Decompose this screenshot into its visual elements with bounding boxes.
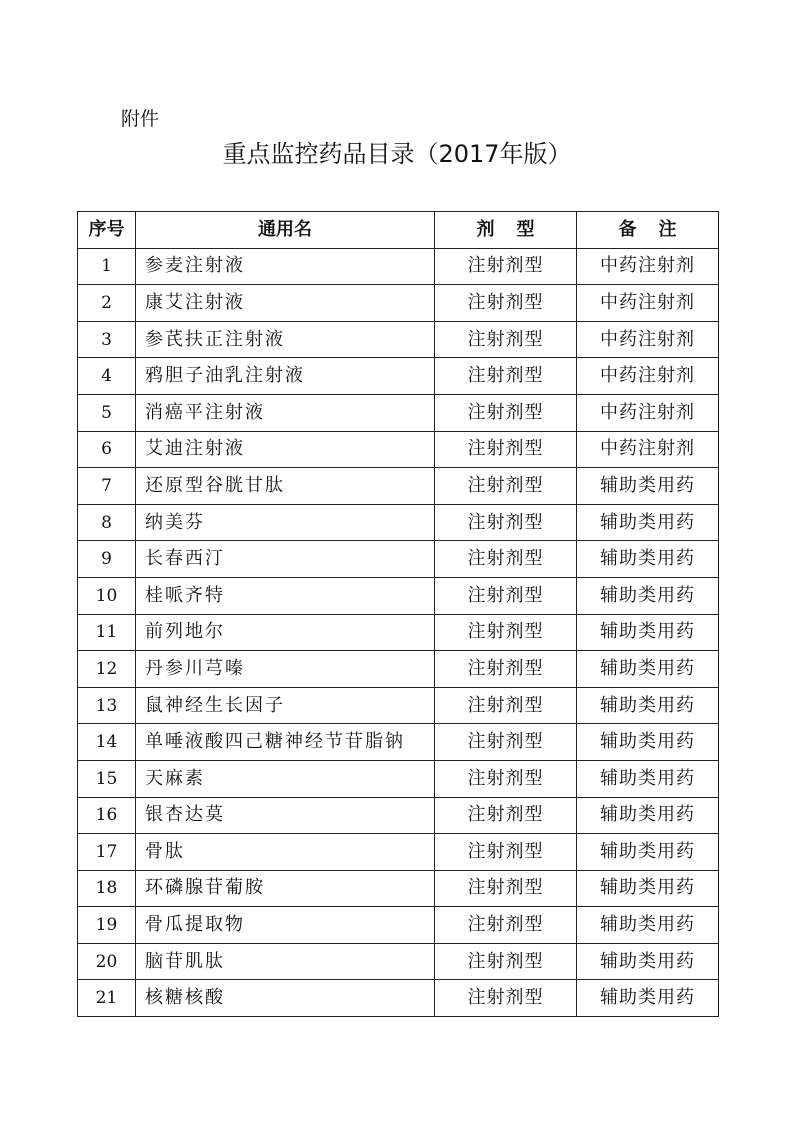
table-row <box>78 394 719 431</box>
table-row <box>78 577 719 614</box>
remarks: 辅助类用药 <box>577 797 719 834</box>
row-number: 6 <box>78 431 136 468</box>
table-row <box>78 651 719 688</box>
remarks: 辅助类用药 <box>577 980 719 1017</box>
dosage-form: 注射剂型 <box>435 577 577 614</box>
dosage-form: 注射剂型 <box>435 431 577 468</box>
remarks: 中药注射剂 <box>577 358 719 395</box>
dosage-form: 注射剂型 <box>435 394 577 431</box>
row-number: 10 <box>78 577 136 614</box>
document-title: 重点监控药品目录（2017年版） <box>222 140 572 168</box>
dosage-form: 注射剂型 <box>435 285 577 322</box>
drug-name: 还原型谷胱甘肽 <box>136 468 435 505</box>
row-number: 12 <box>78 651 136 688</box>
remarks: 中药注射剂 <box>577 431 719 468</box>
remarks: 辅助类用药 <box>577 614 719 651</box>
drug-name: 康艾注射液 <box>136 285 435 322</box>
column-header-dosage-form: 剂型 <box>435 212 577 249</box>
remarks: 辅助类用药 <box>577 870 719 907</box>
remarks: 辅助类用药 <box>577 468 719 505</box>
drug-name: 丹参川芎嗪 <box>136 651 435 688</box>
dosage-form: 注射剂型 <box>435 541 577 578</box>
table-row <box>78 358 719 395</box>
table-row <box>78 321 719 358</box>
dosage-form: 注射剂型 <box>435 907 577 944</box>
dosage-form: 注射剂型 <box>435 834 577 871</box>
row-number: 16 <box>78 797 136 834</box>
row-number: 2 <box>78 285 136 322</box>
row-number: 20 <box>78 943 136 980</box>
row-number: 18 <box>78 870 136 907</box>
drug-name: 纳美芬 <box>136 504 435 541</box>
table-row <box>78 907 719 944</box>
remarks: 中药注射剂 <box>577 321 719 358</box>
dosage-form: 注射剂型 <box>435 797 577 834</box>
column-header-number: 序号 <box>78 212 136 249</box>
dosage-form: 注射剂型 <box>435 760 577 797</box>
table-row <box>78 797 719 834</box>
drug-name: 桂哌齐特 <box>136 577 435 614</box>
table-row <box>78 724 719 761</box>
table-header <box>78 212 719 249</box>
row-number: 17 <box>78 834 136 871</box>
table-row <box>78 431 719 468</box>
remarks: 辅助类用药 <box>577 687 719 724</box>
remarks: 辅助类用药 <box>577 651 719 688</box>
table-body <box>78 248 719 1016</box>
row-number: 9 <box>78 541 136 578</box>
row-number: 19 <box>78 907 136 944</box>
drug-name: 骨瓜提取物 <box>136 907 435 944</box>
drug-name: 消癌平注射液 <box>136 394 435 431</box>
column-header-generic-name: 通用名 <box>136 212 435 249</box>
drug-table <box>77 211 719 1017</box>
dosage-form: 注射剂型 <box>435 687 577 724</box>
table-row <box>78 834 719 871</box>
dosage-form: 注射剂型 <box>435 248 577 285</box>
remarks: 辅助类用药 <box>577 943 719 980</box>
drug-name: 骨肽 <box>136 834 435 871</box>
remarks: 辅助类用药 <box>577 907 719 944</box>
dosage-form: 注射剂型 <box>435 504 577 541</box>
drug-name: 前列地尔 <box>136 614 435 651</box>
table-row <box>78 687 719 724</box>
table-row <box>78 285 719 322</box>
drug-name: 长春西汀 <box>136 541 435 578</box>
row-number: 8 <box>78 504 136 541</box>
row-number: 4 <box>78 358 136 395</box>
remarks: 辅助类用药 <box>577 834 719 871</box>
table-row <box>78 943 719 980</box>
row-number: 13 <box>78 687 136 724</box>
dosage-form: 注射剂型 <box>435 468 577 505</box>
drug-name: 鼠神经生长因子 <box>136 687 435 724</box>
drug-name: 参麦注射液 <box>136 248 435 285</box>
drug-name: 天麻素 <box>136 760 435 797</box>
row-number: 14 <box>78 724 136 761</box>
row-number: 5 <box>78 394 136 431</box>
remarks: 辅助类用药 <box>577 577 719 614</box>
remarks: 中药注射剂 <box>577 248 719 285</box>
row-number: 3 <box>78 321 136 358</box>
table-row <box>78 614 719 651</box>
table-row <box>78 760 719 797</box>
table-row <box>78 248 719 285</box>
dosage-form: 注射剂型 <box>435 614 577 651</box>
drug-name: 核糖核酸 <box>136 980 435 1017</box>
remarks: 中药注射剂 <box>577 285 719 322</box>
remarks: 辅助类用药 <box>577 760 719 797</box>
dosage-form: 注射剂型 <box>435 321 577 358</box>
table-row <box>78 980 719 1017</box>
remarks: 中药注射剂 <box>577 394 719 431</box>
drug-name: 单唾液酸四己糖神经节苷脂钠 <box>136 724 435 761</box>
table-row <box>78 541 719 578</box>
remarks: 辅助类用药 <box>577 504 719 541</box>
drug-name: 艾迪注射液 <box>136 431 435 468</box>
drug-name: 参芪扶正注射液 <box>136 321 435 358</box>
drug-name: 脑苷肌肽 <box>136 943 435 980</box>
row-number: 21 <box>78 980 136 1017</box>
attachment-label: 附件 <box>121 108 160 130</box>
remarks: 辅助类用药 <box>577 541 719 578</box>
dosage-form: 注射剂型 <box>435 943 577 980</box>
drug-name: 鸦胆子油乳注射液 <box>136 358 435 395</box>
dosage-form: 注射剂型 <box>435 724 577 761</box>
dosage-form: 注射剂型 <box>435 870 577 907</box>
table-row <box>78 468 719 505</box>
dosage-form: 注射剂型 <box>435 358 577 395</box>
remarks: 辅助类用药 <box>577 724 719 761</box>
table-row <box>78 504 719 541</box>
header-row <box>78 212 719 249</box>
drug-name: 银杏达莫 <box>136 797 435 834</box>
drug-name: 环磷腺苷葡胺 <box>136 870 435 907</box>
row-number: 15 <box>78 760 136 797</box>
dosage-form: 注射剂型 <box>435 980 577 1017</box>
column-header-remarks: 备注 <box>577 212 719 249</box>
dosage-form: 注射剂型 <box>435 651 577 688</box>
row-number: 1 <box>78 248 136 285</box>
row-number: 11 <box>78 614 136 651</box>
row-number: 7 <box>78 468 136 505</box>
table-row <box>78 870 719 907</box>
